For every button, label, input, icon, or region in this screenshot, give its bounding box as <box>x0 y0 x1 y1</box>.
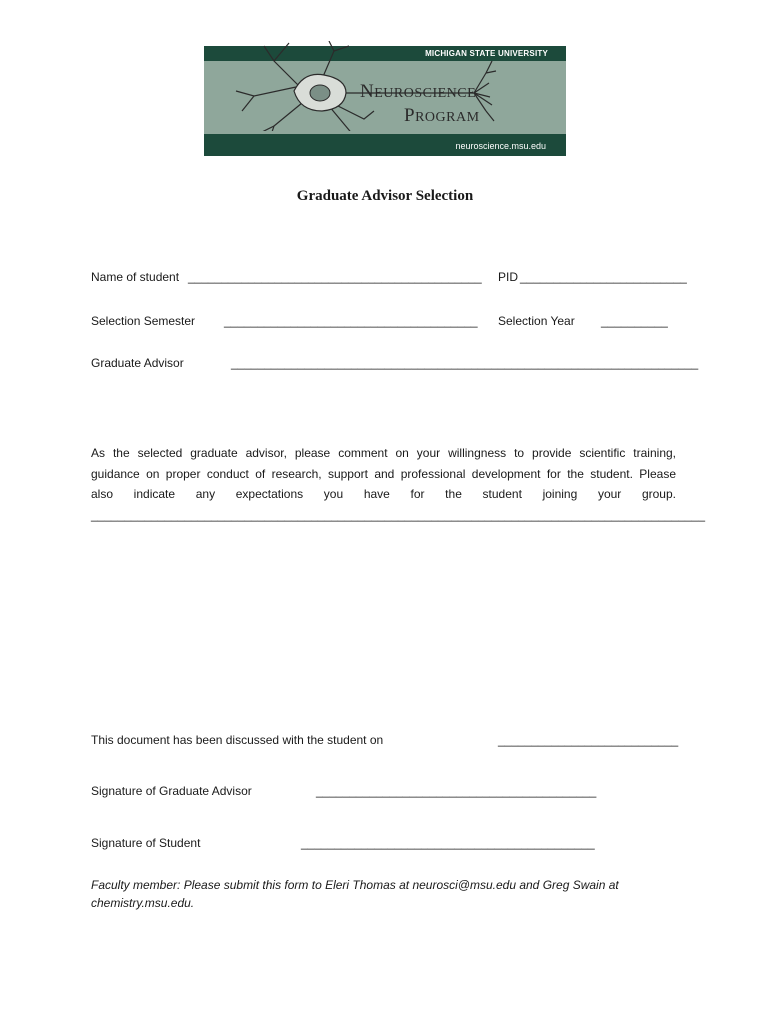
advisor-label: Graduate Advisor <box>91 356 184 370</box>
program-website: neuroscience.msu.edu <box>455 141 546 151</box>
advisor-field[interactable]: ______________________________________________________________________ <box>231 356 699 370</box>
submission-note-line-2: chemistry.msu.edu. <box>91 896 195 910</box>
semester-field[interactable]: ______________________________________ <box>224 314 478 328</box>
program-name-line2: PROGRAM <box>404 105 480 126</box>
program-banner <box>204 46 566 156</box>
year-label: Selection Year <box>498 314 575 328</box>
banner-panel <box>204 61 566 134</box>
pid-label: PID <box>498 270 519 284</box>
student-signature-label: Signature of Student <box>91 836 201 850</box>
submission-note-line-1: Faculty member: Please submit this form to Eleri Thomas at neurosci@msu.edu and Greg Swain at <box>91 878 619 892</box>
pid-field[interactable]: _________________________ <box>520 270 687 284</box>
program-name-line1: NEUROSCIENCE <box>360 81 477 102</box>
advisor-comment-instructions <box>91 443 676 505</box>
discussed-date-field[interactable]: ___________________________ <box>498 733 679 747</box>
student-signature-field[interactable]: ____________________________________________ <box>301 836 595 850</box>
advisor-comment-field[interactable]: ____________________________________________________________________________________________ <box>91 508 705 522</box>
submission-note <box>91 876 691 912</box>
discussed-label: This document has been discussed with the student on <box>91 733 384 747</box>
year-field[interactable]: __________ <box>601 314 668 328</box>
student-name-field[interactable]: ____________________________________________ <box>188 270 482 284</box>
page-title: Graduate Advisor Selection <box>296 188 474 204</box>
student-name-label: Name of student <box>91 270 180 284</box>
instructions-line-2: guidance on proper conduct of research, support and professional development for the student. Please <box>91 466 676 481</box>
instructions-line-3: also indicate any expectations you have for the student joining your group. <box>91 487 676 501</box>
advisor-signature-label: Signature of Graduate Advisor <box>91 784 252 798</box>
advisor-signature-field[interactable]: __________________________________________ <box>316 784 597 798</box>
university-name: MICHIGAN STATE UNIVERSITY <box>425 49 548 58</box>
semester-label: Selection Semester <box>91 314 196 328</box>
instructions-line-1: As the selected graduate advisor, please comment on your willingness to provide scientific training, <box>91 446 676 460</box>
